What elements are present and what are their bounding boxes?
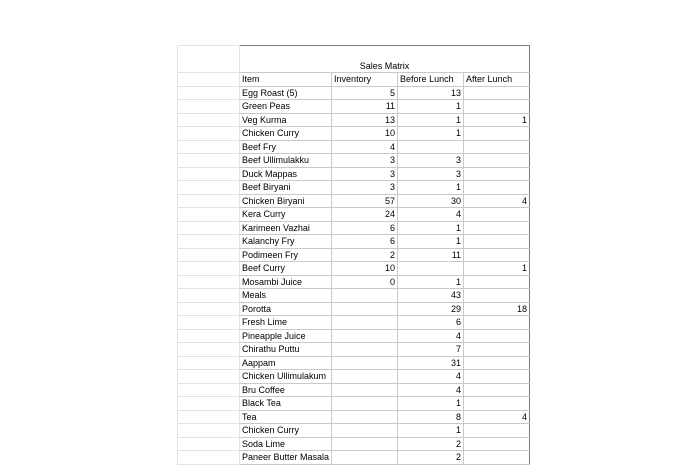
- value-cell[interactable]: 4: [398, 370, 464, 384]
- value-cell[interactable]: 6: [398, 316, 464, 330]
- cell[interactable]: [178, 113, 240, 127]
- value-cell[interactable]: 1: [398, 100, 464, 114]
- table-row: [178, 316, 530, 330]
- value-cell[interactable]: [398, 140, 464, 154]
- table-row: [178, 167, 530, 181]
- value-cell[interactable]: 10: [332, 127, 398, 141]
- value-cell[interactable]: 4: [464, 194, 530, 208]
- item-cell[interactable]: Karimeen Vazhai: [240, 221, 332, 235]
- blank-row: [178, 46, 530, 60]
- value-cell[interactable]: 2: [398, 437, 464, 451]
- value-cell[interactable]: [464, 140, 530, 154]
- cell[interactable]: [178, 329, 240, 343]
- value-cell[interactable]: 10: [332, 262, 398, 276]
- title-row: [178, 59, 530, 73]
- table-row: [178, 127, 530, 141]
- item-cell[interactable]: Kalanchy Fry: [240, 235, 332, 249]
- value-cell[interactable]: [464, 235, 530, 249]
- value-cell[interactable]: [464, 167, 530, 181]
- item-cell[interactable]: Black Tea: [240, 397, 332, 411]
- cell[interactable]: [178, 397, 240, 411]
- cell[interactable]: [178, 275, 240, 289]
- cell[interactable]: [178, 208, 240, 222]
- value-cell[interactable]: [464, 451, 530, 465]
- value-cell[interactable]: [332, 329, 398, 343]
- value-cell[interactable]: 1: [398, 181, 464, 195]
- value-cell[interactable]: 1: [398, 127, 464, 141]
- spreadsheet: [177, 45, 530, 465]
- table-row: [178, 383, 530, 397]
- value-cell[interactable]: 1: [398, 397, 464, 411]
- cell[interactable]: [178, 316, 240, 330]
- item-cell[interactable]: Veg Kurma: [240, 113, 332, 127]
- value-cell[interactable]: [332, 302, 398, 316]
- sales-matrix-table: [177, 45, 530, 465]
- value-cell[interactable]: 3: [398, 167, 464, 181]
- table-row: [178, 181, 530, 195]
- item-cell[interactable]: Pineapple Juice: [240, 329, 332, 343]
- cell[interactable]: [178, 437, 240, 451]
- value-cell[interactable]: 1: [464, 113, 530, 127]
- cell[interactable]: [178, 343, 240, 357]
- value-cell[interactable]: [464, 437, 530, 451]
- value-cell[interactable]: [332, 437, 398, 451]
- item-cell[interactable]: Chicken Biryani: [240, 194, 332, 208]
- value-cell[interactable]: [464, 127, 530, 141]
- value-cell[interactable]: 57: [332, 194, 398, 208]
- value-cell[interactable]: 0: [332, 275, 398, 289]
- cell[interactable]: [178, 383, 240, 397]
- value-cell[interactable]: 1: [464, 262, 530, 276]
- cell[interactable]: [178, 262, 240, 276]
- item-cell[interactable]: Bru Coffee: [240, 383, 332, 397]
- value-cell[interactable]: 4: [398, 383, 464, 397]
- value-cell[interactable]: [332, 424, 398, 438]
- cell[interactable]: [178, 302, 240, 316]
- value-cell[interactable]: 43: [398, 289, 464, 303]
- value-cell[interactable]: 1: [398, 235, 464, 249]
- column-header[interactable]: Item: [240, 73, 332, 87]
- cell[interactable]: [178, 289, 240, 303]
- value-cell[interactable]: 29: [398, 302, 464, 316]
- value-cell[interactable]: [464, 154, 530, 168]
- table-row: [178, 140, 530, 154]
- value-cell[interactable]: [464, 383, 530, 397]
- value-cell[interactable]: 11: [332, 100, 398, 114]
- value-cell[interactable]: [464, 397, 530, 411]
- table-row: [178, 154, 530, 168]
- item-cell[interactable]: Green Peas: [240, 100, 332, 114]
- value-cell[interactable]: [332, 316, 398, 330]
- value-cell[interactable]: [332, 370, 398, 384]
- value-cell[interactable]: 8: [398, 410, 464, 424]
- value-cell[interactable]: 11: [398, 248, 464, 262]
- value-cell[interactable]: 4: [398, 329, 464, 343]
- cell[interactable]: [178, 248, 240, 262]
- cell[interactable]: [178, 356, 240, 370]
- cell[interactable]: [178, 410, 240, 424]
- value-cell[interactable]: 13: [398, 86, 464, 100]
- value-cell[interactable]: 24: [332, 208, 398, 222]
- cell[interactable]: [178, 370, 240, 384]
- table-row: [178, 356, 530, 370]
- column-header[interactable]: Inventory: [332, 73, 398, 87]
- table-row: [178, 221, 530, 235]
- value-cell[interactable]: [332, 397, 398, 411]
- cell[interactable]: [178, 100, 240, 114]
- table-row: [178, 397, 530, 411]
- item-cell[interactable]: Beef Curry: [240, 262, 332, 276]
- value-cell[interactable]: [332, 383, 398, 397]
- value-cell[interactable]: 18: [464, 302, 530, 316]
- table-row: [178, 451, 530, 465]
- value-cell[interactable]: 30: [398, 194, 464, 208]
- value-cell[interactable]: [464, 316, 530, 330]
- value-cell[interactable]: 3: [332, 167, 398, 181]
- table-row: [178, 370, 530, 384]
- table-row: [178, 302, 530, 316]
- cell[interactable]: [178, 46, 240, 60]
- table-row: [178, 86, 530, 100]
- item-cell[interactable]: Mosambi Juice: [240, 275, 332, 289]
- value-cell[interactable]: [464, 329, 530, 343]
- cell[interactable]: [178, 221, 240, 235]
- table-row: [178, 113, 530, 127]
- item-cell[interactable]: Chicken Curry: [240, 127, 332, 141]
- cell[interactable]: [178, 73, 240, 87]
- table-row: [178, 424, 530, 438]
- value-cell[interactable]: [464, 289, 530, 303]
- value-cell[interactable]: [464, 343, 530, 357]
- item-cell[interactable]: Porotta: [240, 302, 332, 316]
- value-cell[interactable]: 3: [332, 154, 398, 168]
- item-cell[interactable]: Chicken Curry: [240, 424, 332, 438]
- item-cell[interactable]: Meals: [240, 289, 332, 303]
- table-row: [178, 194, 530, 208]
- value-cell[interactable]: 7: [398, 343, 464, 357]
- value-cell[interactable]: 4: [398, 208, 464, 222]
- cell[interactable]: [178, 167, 240, 181]
- sheet-title[interactable]: Sales Matrix: [240, 59, 530, 73]
- value-cell[interactable]: [464, 100, 530, 114]
- value-cell[interactable]: 4: [332, 140, 398, 154]
- table-row: [178, 262, 530, 276]
- item-cell[interactable]: Egg Roast (5): [240, 86, 332, 100]
- item-cell[interactable]: Beef Ullimulakku: [240, 154, 332, 168]
- table-row: [178, 275, 530, 289]
- value-cell[interactable]: 3: [332, 181, 398, 195]
- table-row: [178, 289, 530, 303]
- value-cell[interactable]: [464, 370, 530, 384]
- header-row: [178, 73, 530, 87]
- table-row: [178, 410, 530, 424]
- value-cell[interactable]: [464, 424, 530, 438]
- cell[interactable]: [178, 59, 240, 73]
- value-cell[interactable]: [464, 248, 530, 262]
- item-cell[interactable]: Chirathu Puttu: [240, 343, 332, 357]
- value-cell[interactable]: [398, 262, 464, 276]
- value-cell[interactable]: [464, 208, 530, 222]
- value-cell[interactable]: 1: [398, 221, 464, 235]
- value-cell[interactable]: [332, 410, 398, 424]
- value-cell[interactable]: 2: [332, 248, 398, 262]
- value-cell[interactable]: 13: [332, 113, 398, 127]
- item-cell[interactable]: Aappam: [240, 356, 332, 370]
- value-cell[interactable]: [332, 343, 398, 357]
- value-cell[interactable]: [332, 451, 398, 465]
- cell[interactable]: [178, 451, 240, 465]
- cell[interactable]: [178, 86, 240, 100]
- cell[interactable]: [178, 140, 240, 154]
- value-cell[interactable]: 3: [398, 154, 464, 168]
- cell[interactable]: [240, 46, 530, 60]
- value-cell[interactable]: [332, 356, 398, 370]
- cell[interactable]: [178, 154, 240, 168]
- item-cell[interactable]: Chicken Ullimulakum: [240, 370, 332, 384]
- column-header[interactable]: Before Lunch: [398, 73, 464, 87]
- item-cell[interactable]: Kera Curry: [240, 208, 332, 222]
- cell[interactable]: [178, 424, 240, 438]
- value-cell[interactable]: [332, 289, 398, 303]
- value-cell[interactable]: 1: [398, 424, 464, 438]
- table-row: [178, 235, 530, 249]
- item-cell[interactable]: Paneer Butter Masala: [240, 451, 332, 465]
- value-cell[interactable]: 5: [332, 86, 398, 100]
- table-row: [178, 329, 530, 343]
- table-row: [178, 437, 530, 451]
- table-row: [178, 248, 530, 262]
- column-header[interactable]: After Lunch: [464, 73, 530, 87]
- value-cell[interactable]: [464, 181, 530, 195]
- table-row: [178, 208, 530, 222]
- value-cell[interactable]: 6: [332, 221, 398, 235]
- item-cell[interactable]: Soda Lime: [240, 437, 332, 451]
- value-cell[interactable]: 31: [398, 356, 464, 370]
- value-cell[interactable]: 6: [332, 235, 398, 249]
- cell[interactable]: [178, 181, 240, 195]
- value-cell[interactable]: [464, 221, 530, 235]
- cell[interactable]: [178, 235, 240, 249]
- item-cell[interactable]: Fresh Lime: [240, 316, 332, 330]
- value-cell[interactable]: [464, 356, 530, 370]
- table-row: [178, 343, 530, 357]
- value-cell[interactable]: 2: [398, 451, 464, 465]
- value-cell[interactable]: 4: [464, 410, 530, 424]
- value-cell[interactable]: 1: [398, 113, 464, 127]
- item-cell[interactable]: Tea: [240, 410, 332, 424]
- item-cell[interactable]: Beef Fry: [240, 140, 332, 154]
- cell[interactable]: [178, 127, 240, 141]
- item-cell[interactable]: Beef Biryani: [240, 181, 332, 195]
- value-cell[interactable]: 1: [398, 275, 464, 289]
- item-cell[interactable]: Duck Mappas: [240, 167, 332, 181]
- table-row: [178, 100, 530, 114]
- value-cell[interactable]: [464, 275, 530, 289]
- value-cell[interactable]: [464, 86, 530, 100]
- item-cell[interactable]: Podimeen Fry: [240, 248, 332, 262]
- cell[interactable]: [178, 194, 240, 208]
